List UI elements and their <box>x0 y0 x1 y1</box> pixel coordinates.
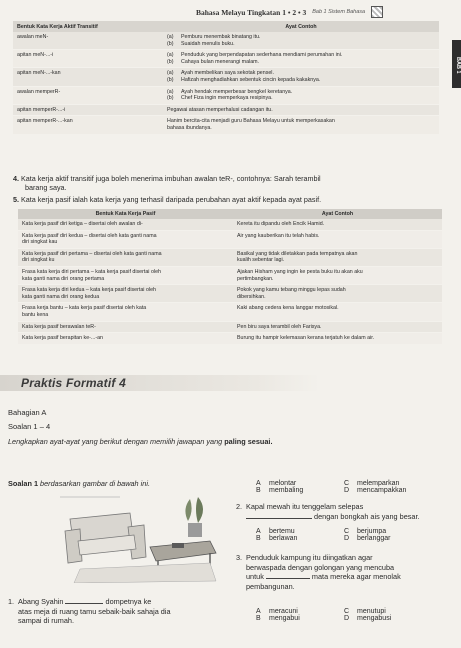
question-1-line2: atas meja di ruang tamu sebaik-baik sahaja dia <box>18 606 171 616</box>
option-letter: D <box>344 535 350 542</box>
question-2-number: 2. <box>236 502 243 511</box>
table2-form-cell <box>18 248 233 266</box>
question-2-line1: Kapal mewah itu tenggelam selepas <box>246 502 364 511</box>
option-text: berjumpa <box>357 528 387 535</box>
form-line: kata ganti nama diri orang pertama <box>22 275 105 282</box>
table1-header-form: Bentuk Kata Kerja Aktif Transitif <box>13 21 163 32</box>
example-line <box>167 41 435 48</box>
example-line <box>167 52 435 59</box>
table2-row <box>18 285 442 303</box>
option-text: mengabusi <box>357 615 392 622</box>
table2-form-cell <box>18 333 233 345</box>
question-2 <box>236 502 450 521</box>
table1-example-cell <box>163 68 439 86</box>
form-line: Frasa kata kerja diri kedua – kata kerja pasif disertai oleh <box>22 287 156 294</box>
table1-example-cell <box>163 116 439 134</box>
option-3a[interactable] <box>256 608 344 615</box>
option-letter: A <box>256 480 261 487</box>
option-text: mengabui <box>269 615 300 622</box>
table2-example-cell <box>233 303 442 321</box>
table2-form-cell <box>18 230 233 248</box>
example-line: pertimbangkan. <box>237 275 274 282</box>
option-text: menutupi <box>357 608 386 615</box>
example-line <box>167 118 435 125</box>
table1-form-cell: apitan memperR-...-kan <box>13 116 163 134</box>
soalan1-stem <box>8 479 150 488</box>
table1-row <box>13 104 439 116</box>
example-line: Burung itu hampir kelemasan kerana terjatuh ke dalam air. <box>237 335 375 342</box>
table1-form-cell: apitan meN-...-i <box>13 50 163 68</box>
example-line: Ajakan Hisham yang ingin ke pesta buku itu akan aku <box>237 269 363 276</box>
option-letter: B <box>256 487 261 494</box>
table1-form-cell: awalan memperR- <box>13 86 163 104</box>
table1-form-cell: awalan meN- <box>13 32 163 50</box>
option-text: membaling <box>269 487 304 494</box>
active-transitive-verb-table <box>13 21 439 135</box>
option-letter: A <box>256 528 261 535</box>
table1-form-cell: apitan memperR-...-i <box>13 104 163 116</box>
table1-example-cell <box>163 104 439 116</box>
example-line: Pen biru saya terambil oleh Farisya. <box>237 323 322 330</box>
passive-verb-table <box>18 209 442 345</box>
example-line: Pokok yang kamu tebang minggu lepas sudah <box>237 287 346 294</box>
option-text: melemparkan <box>357 480 400 487</box>
table2-body <box>18 219 442 344</box>
option-text: bertemu <box>269 528 295 535</box>
bahagian-label: Bahagian A <box>8 408 47 417</box>
question-3-options <box>256 608 408 622</box>
question-1-line3: sampai di rumah. <box>18 616 74 626</box>
praktis-title: Praktis Formatif 4 <box>21 376 126 390</box>
form-line: Frasa kerja bantu – kata kerja pasif disertai oleh kata <box>22 305 147 312</box>
example-line <box>167 107 435 114</box>
question-1-options <box>256 480 408 494</box>
table2-header-example: Ayat Contoh <box>233 209 442 219</box>
form-line: Kata kerja pasif berapitan ke-...-an <box>22 335 103 342</box>
option-2d[interactable] <box>344 535 408 542</box>
note-4-text-cont: barang saya. <box>25 182 67 192</box>
table2-example-cell <box>233 267 442 285</box>
note-5 <box>13 196 443 205</box>
question-3-line4: pembangunan. <box>246 581 295 591</box>
table2-form-cell <box>18 285 233 303</box>
instruction-text: Lengkapkan ayat-ayat yang berikut dengan memilih jawapan yang <box>8 437 223 446</box>
form-line: Kata kerja pasif diri ketiga – disertai oleh awalan di- <box>22 221 143 227</box>
option-2b[interactable] <box>256 535 344 542</box>
page-header <box>196 5 433 19</box>
example-label: (a) <box>167 52 174 59</box>
book-title: Bahasa Melayu Tingkatan 1 • 2 • 3 <box>196 7 307 17</box>
table2-row <box>18 219 442 230</box>
note-5-number: 5. <box>13 195 19 204</box>
example-text: Pegawai atasan memperhalusi cadangan itu. <box>167 106 273 113</box>
table1-row <box>13 116 439 134</box>
example-line: Kereta itu dipandu oleh Encik Hamid. <box>237 221 325 227</box>
example-label: (b) <box>167 77 174 84</box>
example-line: Basikal yang tidak diletakkan pada tempatnya akan <box>237 250 358 257</box>
option-letter: C <box>344 480 350 487</box>
question-1-blank[interactable] <box>65 597 103 604</box>
form-line: Frasa kata kerja diri pertama – kata kerja pasif disertai oleh <box>22 269 161 276</box>
table1-row <box>13 50 439 68</box>
example-text: Ayah membelikan saya sekotak pensel. <box>181 70 274 77</box>
option-3c[interactable] <box>344 608 408 615</box>
form-line: Kata kerja pasif diri pertama – disertai oleh kata ganti nama <box>22 250 162 257</box>
chapter-label: Bab 1 Sistem Bahasa <box>312 9 366 15</box>
note-4-text: Kata kerja aktif transitif juga boleh menerima imbuhan awalan teR-, contohnya: Sarah terambil <box>21 174 321 183</box>
table1-row <box>13 86 439 104</box>
option-3b[interactable] <box>256 615 344 622</box>
form-line: bantu kena <box>22 312 49 319</box>
question-1-post: dompetnya ke <box>105 597 152 606</box>
example-line <box>167 59 435 66</box>
example-label: (a) <box>167 70 174 77</box>
example-text: Hanim bercita-cita menjadi guru Bahasa Melayu untuk memperkasakan <box>167 118 335 125</box>
option-text: berlawan <box>269 535 298 542</box>
table1-row <box>13 68 439 86</box>
example-label: (b) <box>167 40 174 47</box>
example-line: Air yang kauberikan itu telah habis. <box>237 232 320 239</box>
table1-header-example: Ayat Contoh <box>163 21 439 32</box>
table1-body <box>13 32 439 134</box>
option-letter: D <box>344 615 350 622</box>
question-3-number: 3. <box>236 553 243 562</box>
table2-row <box>18 248 442 266</box>
question-3-line2: berwaspada dengan golongan yang mencuba <box>246 562 395 572</box>
table2-row <box>18 267 442 285</box>
table2-example-cell <box>233 230 442 248</box>
example-text: Ayah hendak memperbesar bengkel keretanya. <box>181 88 293 95</box>
example-label: (b) <box>167 58 174 65</box>
table2-row <box>18 321 442 333</box>
example-label: (b) <box>167 95 174 102</box>
example-line <box>167 77 435 84</box>
instruction <box>8 437 272 446</box>
example-text: bahasa ibundanya. <box>167 125 212 132</box>
example-line: kualih sebentar lagi. <box>237 257 285 264</box>
table2-form-cell <box>18 303 233 321</box>
option-1a[interactable] <box>256 480 344 487</box>
option-2c[interactable] <box>344 528 408 535</box>
table2-example-cell <box>233 333 442 345</box>
soalan-range: Soalan 1 – 4 <box>8 422 51 431</box>
example-line <box>167 125 435 132</box>
table1-example-cell <box>163 50 439 68</box>
soalan1-stem-italic: berdasarkan gambar di bawah ini. <box>40 479 150 488</box>
note-4 <box>13 175 443 193</box>
form-line: Kata kerja pasif berawalan teR- <box>22 323 96 330</box>
question-2-blank[interactable] <box>246 512 312 519</box>
example-text: Chef Fiza ingin memperkaya resipinya. <box>181 95 273 102</box>
table2-form-cell <box>18 267 233 285</box>
question-3-blank[interactable] <box>266 572 310 579</box>
option-text: melontar <box>269 480 297 487</box>
table1-example-cell <box>163 86 439 104</box>
example-line <box>167 89 435 96</box>
question-1-pre: Abang Syahin <box>18 597 64 606</box>
example-text: Suaidah menulis buku. <box>181 40 235 47</box>
example-line <box>167 70 435 77</box>
option-letter: A <box>256 608 261 615</box>
option-letter: B <box>256 535 261 542</box>
soalan1-stem-bold: Soalan 1 <box>8 479 39 488</box>
option-1c[interactable] <box>344 480 408 487</box>
option-letter: C <box>344 528 350 535</box>
question-1 <box>8 597 228 626</box>
table2-header-form: Bentuk Kata Kerja Pasif <box>18 209 233 219</box>
question-1-number: 1. <box>8 597 15 606</box>
table2-form-cell <box>18 219 233 230</box>
instruction-bold: paling sesuai. <box>224 437 273 446</box>
option-2a[interactable] <box>256 528 344 535</box>
example-label: (a) <box>167 34 174 40</box>
option-1b[interactable] <box>256 487 344 494</box>
living-room-illustration <box>60 491 218 583</box>
table2-example-cell <box>233 285 442 303</box>
option-1d[interactable] <box>344 487 408 494</box>
praktis-banner <box>0 375 320 391</box>
option-letter: C <box>344 608 350 615</box>
table2-example-cell <box>233 248 442 266</box>
question-3-line3-post: mata mereka agar menolak <box>311 572 401 582</box>
form-line: diri singkat ku <box>22 257 55 264</box>
example-label: (a) <box>167 88 174 95</box>
example-line: Kaki abang cedera kena langgar motosikal. <box>237 305 339 312</box>
note-4-number: 4. <box>13 174 19 183</box>
option-letter: D <box>344 487 350 494</box>
form-line: diri singkat kau <box>22 239 58 246</box>
example-line <box>167 34 435 41</box>
table2-example-cell <box>233 321 442 333</box>
table2-row <box>18 303 442 321</box>
table1-form-cell: apitan meN-...-kan <box>13 68 163 86</box>
example-text: Penduduk yang berpendapatan sederhana mendiami perumahan ini. <box>181 52 343 59</box>
chapter-side-tab: BAB 1 <box>452 40 461 88</box>
option-text: mencampakkan <box>357 487 407 494</box>
table2-form-cell <box>18 321 233 333</box>
example-line <box>167 95 435 102</box>
table1-row <box>13 32 439 50</box>
question-3 <box>236 553 450 592</box>
form-line: Kata kerja pasif diri kedua – disertai oleh kata ganti nama <box>22 232 157 239</box>
example-text: Hafizah menghadiahkan sebentuk cincin kepada kakaknya. <box>181 77 321 84</box>
option-letter: B <box>256 615 261 622</box>
question-2-line2: dengan bongkah ais yang besar. <box>314 511 420 521</box>
example-line: dibersihkan. <box>237 293 266 300</box>
option-3d[interactable] <box>344 615 408 622</box>
note-5-text: Kata kerja pasif ialah kata kerja yang terhasil daripada perubahan ayat aktif kepada ayat pasif. <box>21 195 322 204</box>
form-line: kata ganti nama diri orang kedua <box>22 293 100 300</box>
question-3-line3-pre: untuk <box>246 572 264 582</box>
question-3-line1: Penduduk kampung itu diingatkan agar <box>246 553 373 562</box>
example-text: Cahaya bulan menerangi malam. <box>181 58 260 65</box>
option-text: meracuni <box>269 608 298 615</box>
table1-example-cell <box>163 32 439 50</box>
qr-code-icon <box>371 6 383 18</box>
table2-example-cell <box>233 219 442 230</box>
table2-row <box>18 333 442 345</box>
table2-row <box>18 230 442 248</box>
example-text: Pemburu menembak binatang itu. <box>181 34 261 40</box>
question-2-options <box>256 528 408 542</box>
option-text: berlanggar <box>357 535 391 542</box>
